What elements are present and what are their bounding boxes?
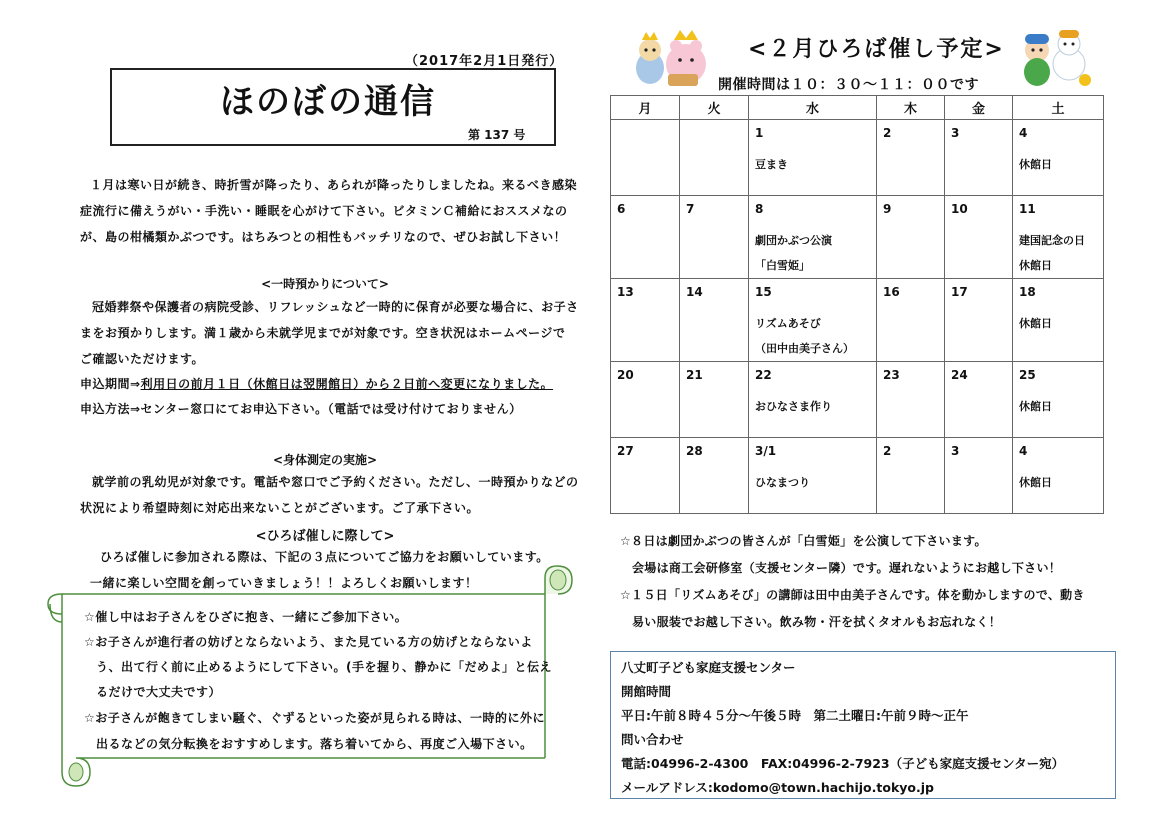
calendar-day-cell (945, 362, 1013, 438)
center-name: 八丈町子ども家庭支援センター (621, 660, 796, 675)
scroll-line-6: 出るなどの気分転換をおすすめします。落ち着いてから、再度ご入場下さい。 (96, 737, 533, 751)
calendar-day-cell (1013, 196, 1104, 279)
calendar-day-number: 6 (617, 202, 626, 216)
calendar-day-number: 2 (883, 126, 892, 140)
calendar-event: 劇団かぶつ公演 (755, 234, 832, 247)
calendar-event: 休館日 (1019, 259, 1052, 272)
calendar-event: （田中由美子さん） (755, 342, 854, 355)
hiroba-line-1: ひろば催しに参加される際は、下記の３点についてご協力をお願いしています。 (100, 550, 549, 564)
calendar-day-number (617, 126, 673, 152)
calendar-event: 豆まき (755, 158, 788, 171)
weekday-mon: 月 (611, 96, 680, 120)
calendar-day-number: 3/1 (755, 444, 777, 458)
calendar-day-cell (611, 196, 680, 279)
contact-label: 問い合わせ (621, 732, 684, 747)
temporary-care-line-1: 冠婚葬祭や保護者の病院受診、リフレッシュなど一時的に保育が必要な場合に、お子さ (92, 300, 579, 314)
calendar-day-cell (680, 196, 749, 279)
calendar-day-number: 4 (1019, 126, 1028, 140)
hiroba-line-2: 一緒に楽しい空間を創っていきましょう！！よろしくお願いします！ (90, 576, 478, 590)
calendar-day-number: 15 (755, 285, 772, 299)
calendar-day-cell (749, 120, 877, 196)
calendar-day-cell (877, 279, 945, 362)
note-line-2: 会場は商工会研修室（支援センター隣）です。遅れないようにお越し下さい！ (632, 561, 1062, 575)
calendar-day-number: 24 (951, 368, 968, 382)
application-period (80, 371, 553, 397)
calendar-day-number: 9 (883, 202, 892, 216)
calendar-day-cell (945, 196, 1013, 279)
note-line-4: 易い服装でお越し下さい。飲み物・汗を拭くタオルもお忘れなく！ (632, 615, 1002, 629)
hiroba-heading: <ひろば催しに際して> (255, 529, 395, 544)
calendar-day-cell (945, 120, 1013, 196)
calendar-event: 休館日 (1019, 400, 1052, 413)
calendar-subtitle: 開催時間は１０：３０～１１：００です (718, 77, 979, 93)
calendar-week-row (611, 362, 1104, 438)
calendar-day-cell (611, 362, 680, 438)
calendar-event: 休館日 (1019, 476, 1052, 489)
calendar-day-cell (749, 362, 877, 438)
temporary-care-line-2: まをお預かりします。満１歳から未就学児までが対象です。空き状況はホームページで (80, 326, 566, 340)
scroll-line-1: ☆催し中はお子さんをひざに抱き、一緒にご参加下さい。 (84, 610, 408, 624)
calendar-day-cell (749, 438, 877, 514)
calendar-day-number: 25 (1019, 368, 1036, 382)
calendar-event: 休館日 (1019, 158, 1052, 171)
phone-fax: 電話:04996-2-4300 FAX:04996-2-7923（子ども家庭支援センター宛） (621, 756, 1065, 771)
calendar-event: 「白雪姫」 (755, 259, 810, 272)
intro-line-3: が、島の柑橘類かぶつです。はちみつとの相性もバッチリなので、ぜひお試し下さい！ (80, 230, 567, 244)
event-calendar (610, 95, 1104, 514)
hours-label: 開館時間 (621, 684, 672, 699)
body-measurement-line-2: 状況により希望時刻に対応出来ないことがございます。ご了承下さい。 (80, 501, 480, 515)
calendar-day-cell (611, 279, 680, 362)
scroll-line-3: う、出て行く前に止めるようにして下さい。(手を握り、静かに「だめよ」と伝え (96, 660, 552, 674)
note-line-1: ☆８日は劇団かぶつの皆さんが「白雪姫」を公演して下さいます。 (620, 534, 987, 548)
temporary-care-heading: <一時預かりについて> (261, 277, 389, 291)
calendar-day-cell (611, 120, 680, 196)
email-address: メールアドレス:kodomo@town.hachijo.tokyo.jp (621, 780, 934, 795)
calendar-day-cell (749, 196, 877, 279)
body-measurement-line-1: 就学前の乳幼児が対象です。電話や窓口でご予約ください。ただし、一時預かりなどの (92, 475, 579, 489)
calendar-day-number: 10 (951, 202, 968, 216)
calendar-day-cell (680, 279, 749, 362)
calendar-day-cell (877, 362, 945, 438)
calendar-day-number: 3 (951, 126, 960, 140)
calendar-day-number: 21 (686, 368, 703, 382)
calendar-day-number: 8 (755, 202, 764, 216)
weekday-tue: 火 (680, 96, 749, 120)
title-box (110, 68, 556, 146)
calendar-event: 建国記念の日 (1019, 234, 1085, 247)
calendar-day-number: 14 (686, 285, 703, 299)
issue-date: （2017年2月1日発行） (405, 54, 564, 69)
weekday-fri: 金 (945, 96, 1013, 120)
calendar-event: おひなさま作り (755, 400, 832, 413)
calendar-day-cell (1013, 279, 1104, 362)
calendar-day-number: 20 (617, 368, 634, 382)
application-period-label: 申込期間⇒ (80, 377, 141, 391)
calendar-day-number: 13 (617, 285, 634, 299)
calendar-day-number: 3 (951, 444, 960, 458)
calendar-body (611, 120, 1104, 514)
intro-line-1: １月は寒い日が続き、時折雪が降ったり、あられが降ったりしましたね。来るべき感染 (90, 178, 578, 192)
calendar-day-number: 11 (1019, 202, 1036, 216)
scroll-frame (40, 560, 580, 800)
application-method: 申込方法⇒センター窓口にてお申込下さい。（電話では受け付けておりません） (80, 402, 522, 416)
application-period-text: 利用日の前月１日（休館日は翌開館日）から２日前へ変更になりました。 (140, 377, 554, 391)
calendar-week-row (611, 438, 1104, 514)
calendar-week-row (611, 120, 1104, 196)
calendar-day-cell (945, 279, 1013, 362)
weekday-wed: 水 (749, 96, 877, 120)
center-info-box (610, 651, 1116, 799)
calendar-day-cell (680, 120, 749, 196)
calendar-day-number: 7 (686, 202, 695, 216)
calendar-day-cell (1013, 438, 1104, 514)
calendar-event: ひなまつり (755, 476, 810, 489)
calendar-week-row (611, 279, 1104, 362)
calendar-week-row (611, 196, 1104, 279)
calendar-day-number (686, 126, 742, 152)
calendar-day-number: 23 (883, 368, 900, 382)
mascot-bears-illustration (628, 28, 712, 90)
calendar-day-number: 2 (883, 444, 892, 458)
event-notes (620, 528, 1085, 636)
calendar-day-cell (877, 120, 945, 196)
calendar-day-number: 28 (686, 444, 703, 458)
calendar-day-number: 1 (755, 126, 764, 140)
weekday-sat: 土 (1013, 96, 1104, 120)
calendar-day-number: 22 (755, 368, 772, 382)
scroll-line-2: ☆お子さんが進行者の妨げとならないよう、また見ている方の妨げとならないよ (84, 635, 533, 649)
calendar-day-cell (877, 196, 945, 279)
temporary-care-line-3: ご確認いただけます。 (80, 352, 205, 366)
note-line-3: ☆１５日「リズムあそび」の講師は田中由美子さんです。体を動かしますので、動き (620, 588, 1085, 602)
calendar-day-cell (611, 438, 680, 514)
calendar-day-cell (945, 438, 1013, 514)
opening-hours: 平日:午前８時４５分～午後５時 第二土曜日:午前９時～正午 (621, 708, 969, 723)
weekday-thu: 木 (877, 96, 945, 120)
calendar-day-cell (1013, 362, 1104, 438)
calendar-title: <２月ひろば催し予定> (748, 37, 1005, 62)
issue-number: 第 137 号 (468, 128, 526, 142)
calendar-day-number: 17 (951, 285, 968, 299)
calendar-day-number: 18 (1019, 285, 1036, 299)
mascot-winter-illustration (1015, 26, 1093, 90)
newsletter-title: ほのぼの通信 (220, 82, 436, 122)
calendar-day-cell (680, 362, 749, 438)
calendar-day-cell (680, 438, 749, 514)
intro-line-2: 症流行に備えうがい・手洗い・睡眠を心がけて下さい。ビタミンＣ補給におススメなの (80, 204, 568, 218)
calendar-day-number: 4 (1019, 444, 1028, 458)
calendar-event: リズムあそび (755, 317, 821, 330)
calendar-day-cell (749, 279, 877, 362)
calendar-day-number: 16 (883, 285, 900, 299)
scroll-line-4: るだけで大丈夫です） (96, 685, 222, 699)
calendar-day-cell (1013, 120, 1104, 196)
calendar-day-number: 27 (617, 444, 634, 458)
body-measurement-heading: <身体測定の実施> (272, 453, 378, 467)
scroll-line-5: ☆お子さんが飽きてしまい騒ぐ、ぐずるといった姿が見られる時は、一時的に外に (84, 711, 546, 725)
calendar-day-cell (877, 438, 945, 514)
calendar-event: 休館日 (1019, 317, 1052, 330)
